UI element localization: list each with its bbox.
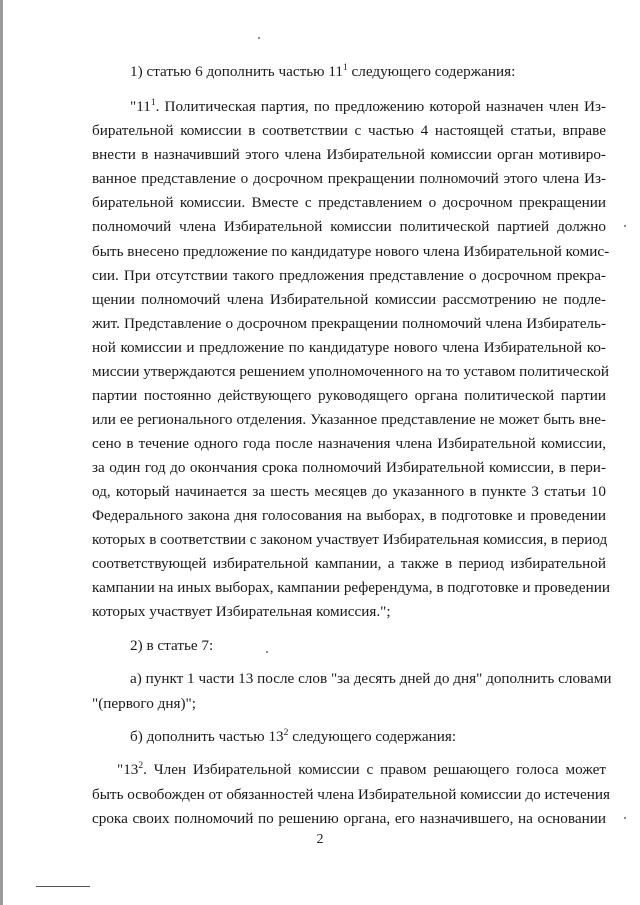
doc-line: или ее регионального отделения. Указанное представление не может быть вне-	[92, 411, 606, 428]
doc-line: 2) в статье 7:	[130, 637, 214, 654]
doc-line: которых в соответствии с законом участвует Избирательная комиссия, в период	[92, 531, 608, 548]
doc-line: соответствующей избирательной кампании, а также в период избирательной	[92, 555, 606, 572]
doc-line: миссии утверждаются решением уполномоченного на то уставом политической	[92, 363, 609, 380]
page-number: 2	[316, 832, 324, 847]
doc-line: Федерального закона дня голосования на выборах, в подготовке и проведении	[92, 507, 606, 524]
doc-line: 1) статью 6 дополнить частью $11^1$ следующего содержания:	[130, 62, 516, 80]
doc-line: быть внесено предложение по кандидатуре нового члена Избирательной комис-	[92, 243, 610, 260]
doc-line: "$13^2$. Член Избирательной комиссии с правом решающего голоса может	[117, 760, 606, 778]
doc-line: которых участвует Избирательная комиссия.";	[92, 603, 391, 620]
doc-line: жит. Представление о досрочном прекращении полномочий члена Избиратель-	[92, 315, 606, 332]
doc-line: а) пункт 1 части 13 после слов "за десять дней до дня" дополнить словами	[130, 670, 612, 687]
doc-line: "(первого дня)";	[92, 695, 196, 712]
doc-line: ной комиссии и предложение по кандидатуре нового члена Избирательной ко-	[92, 339, 606, 356]
doc-line: бирательной комиссии. Вместе с представлением о досрочном прекращении	[92, 194, 606, 211]
scan-mark-line	[36, 886, 90, 887]
doc-line: срока своих полномочий по решению органа, его назначившего, на основании	[92, 810, 606, 827]
scan-speck	[258, 37, 260, 39]
scan-speck	[266, 651, 268, 653]
doc-line: ванное представление о досрочном прекращении полномочий этого члена Из-	[92, 170, 606, 187]
page-left-edge	[0, 0, 3, 905]
scan-speck	[624, 225, 626, 227]
doc-line: за один год до окончания срока полномочий Избирательной комиссии, в пери-	[92, 459, 606, 476]
doc-line: партии постоянно действующего руководящего органа политической партии	[92, 387, 606, 404]
doc-line: "$11^1$. Политическая партия, по предложению которой назначен член Из-	[130, 97, 606, 115]
doc-line: внести в назначивший этого члена Избирательной комиссии орган мотивиро-	[92, 146, 606, 163]
doc-line: кампании на иных выборах, кампании референдума, в подготовке и проведении	[92, 579, 611, 596]
doc-line: сено в течение одного года после назначения члена Избирательной комиссии,	[92, 435, 606, 452]
doc-line: од, который начинается за шесть месяцев до указанного в пункте 3 статьи 10	[92, 483, 606, 500]
doc-line: бирательной комиссии в соответствии с частью 4 настоящей статьи, вправе	[92, 122, 606, 139]
doc-line: б) дополнить частью $13^2$ следующего содержания:	[130, 727, 457, 745]
doc-line: сии. При отсутствии такого предложения представление о досрочном прекра-	[92, 267, 606, 284]
doc-line: полномочий члена Избирательной комиссии политической партией должно	[92, 218, 606, 235]
doc-line: щении полномочий члена Избирательной комиссии рассмотрению не подле-	[92, 291, 606, 308]
doc-line: быть освобожден от обязанностей члена Избирательной комиссии до истечения	[92, 786, 610, 803]
scan-speck	[624, 817, 626, 819]
